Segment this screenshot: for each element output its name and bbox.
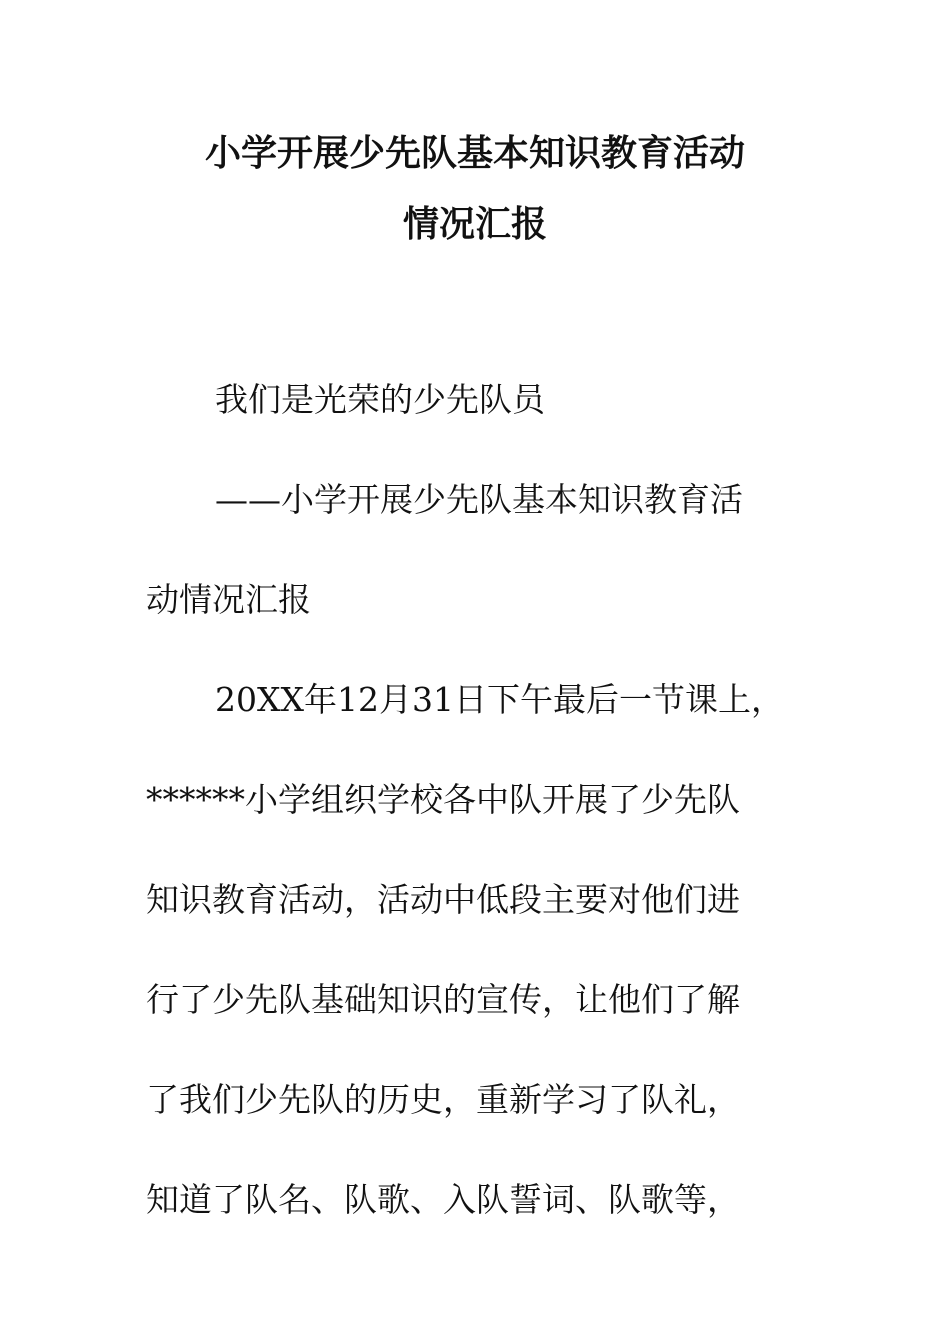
body-line-2: ——小学开展少先队基本知识教育活 [215, 480, 743, 519]
body-line-6: 知识教育活动，活动中低段主要对他们进 [146, 880, 740, 919]
document-title-line-2: 情况汇报 [402, 204, 547, 245]
body-line-7: 行了少先队基础知识的宣传，让他们了解 [146, 980, 740, 1019]
body-line-5: ******小学组织学校各中队开展了少先队 [146, 780, 740, 819]
document-title-line-1: 小学开展少先队基本知识教育活动 [204, 133, 745, 174]
body-line-9: 知道了队名、队歌、入队誓词、队歌等， [146, 1180, 740, 1219]
body-line-8: 了我们少先队的历史，重新学习了队礼， [146, 1080, 740, 1119]
body-line-3: 动情况汇报 [146, 580, 311, 619]
body-line-1: 我们是光荣的少先队员 [215, 380, 545, 419]
body-line-4: 20XX年12月31日下午最后一节课上， [215, 680, 784, 719]
